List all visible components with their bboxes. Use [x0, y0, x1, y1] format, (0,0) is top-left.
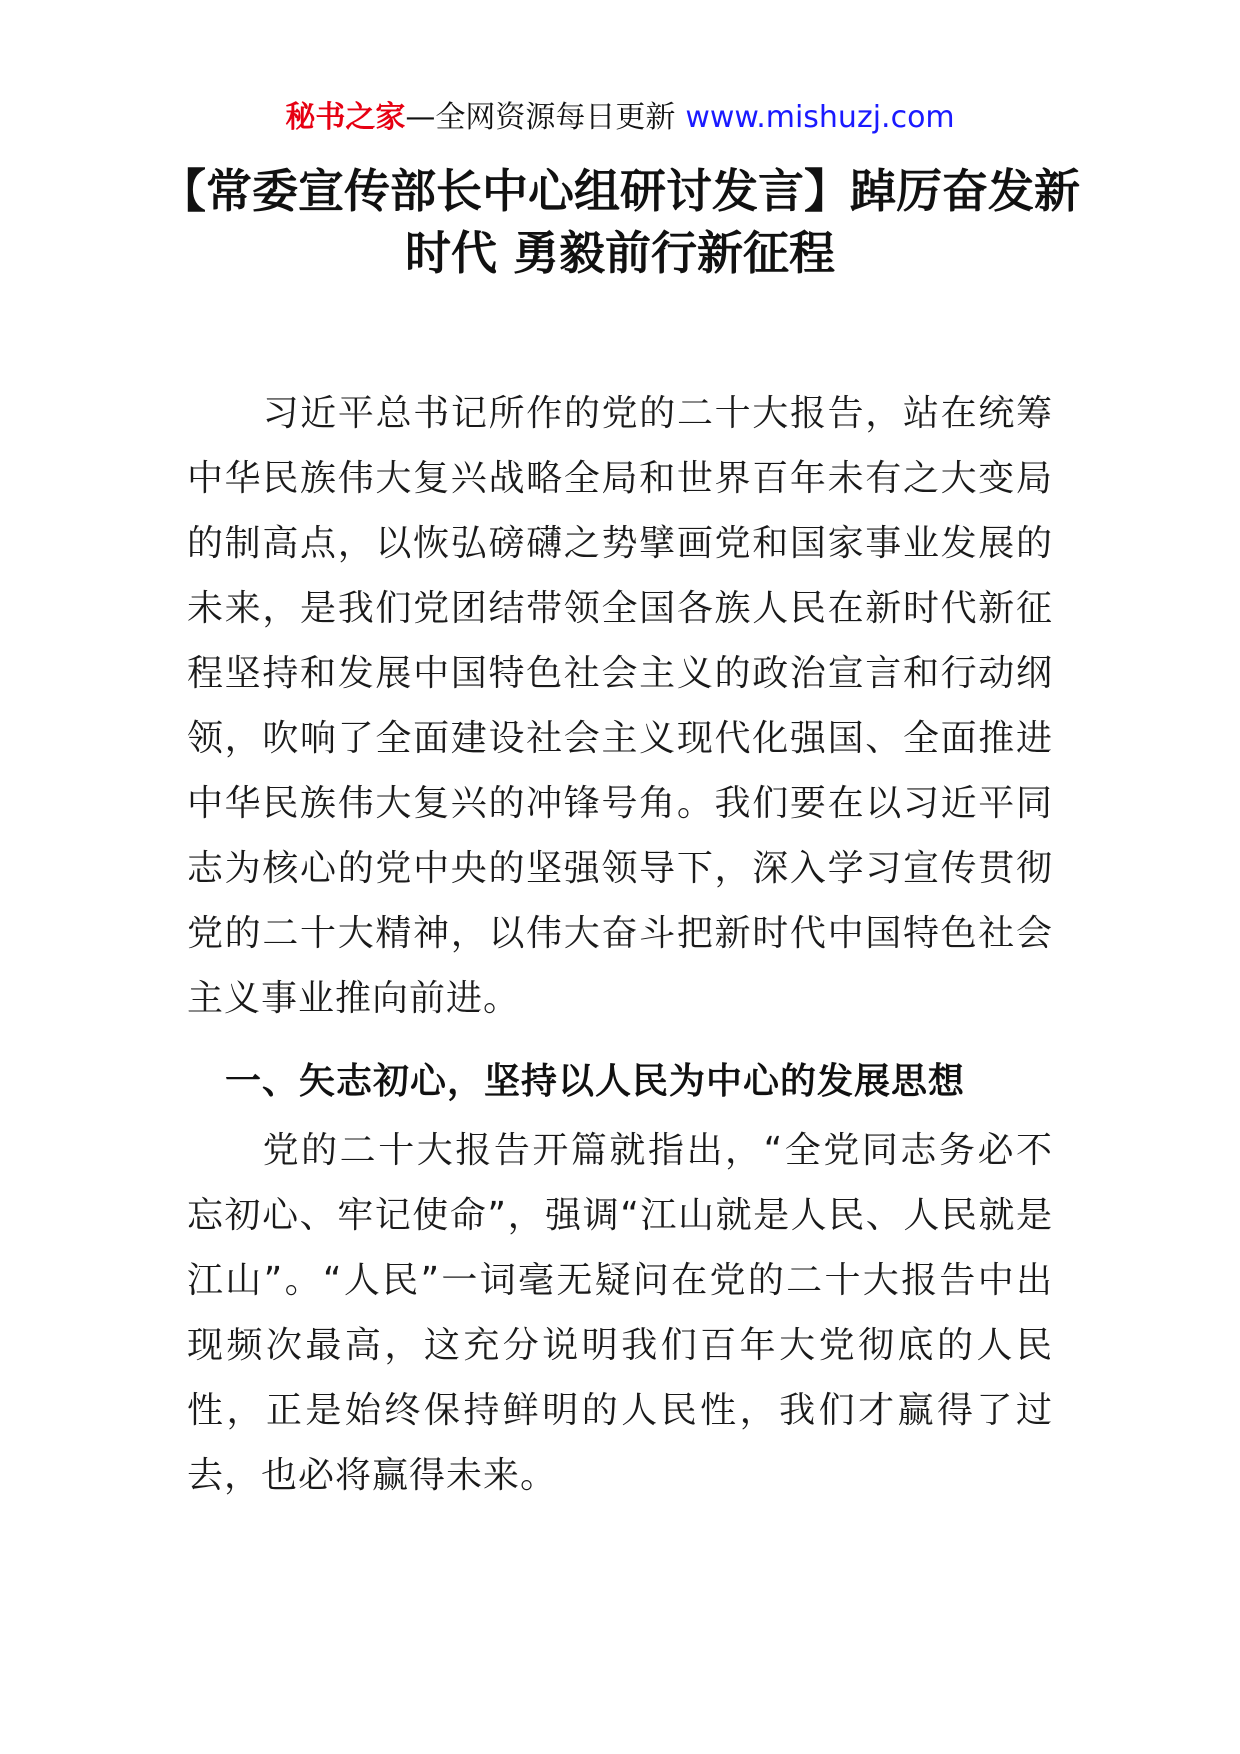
- section-heading: 一、矢志初心，坚持以人民为中心的发展思想: [225, 1061, 966, 1102]
- site-banner: [0, 98, 1240, 138]
- site-url-link[interactable]: www.mishuzj.com: [685, 100, 955, 135]
- document-title: 【常委宣传部长中心组研讨发言】踔厉奋发新时代 勇毅前行新征程: [160, 164, 1080, 280]
- intro-paragraph: 习近平总书记所作的党的二十大报告，站在统筹中华民族伟大复兴战略全局和世界百年未有之大变局的制高点，以恢弘磅礴之势擘画党和国家事业发展的未来，是我们党团结带领全国各族人民在新时代新征程坚持和发展中国特色社会主义的政治宣言和行动纲领，吹响了全面建设社会主义现代化强国、全面推进中华民族伟大复兴的冲锋号角。我们要在以习近平同志为核心的党中央的坚强领导下，深入学习宣传贯彻党的二十大精神，以伟大奋斗把新时代中国特色社会主义事业推向前进。: [187, 393, 1053, 1019]
- site-tagline: —全网资源每日更新: [405, 100, 676, 135]
- document-body: [187, 381, 1053, 1508]
- site-name: 秘书之家: [285, 100, 406, 135]
- section-paragraph: 党的二十大报告开篇就指出，“全党同志务必不忘初心、牢记使命”，强调“江山就是人民、人民就是江山”。“人民”一词毫无疑问在党的二十大报告中出现频次最高，这充分说明我们百年大党彻底的人民性，正是始终保持鲜明的人民性，我们才赢得了过去，也必将赢得未来。: [187, 1130, 1053, 1496]
